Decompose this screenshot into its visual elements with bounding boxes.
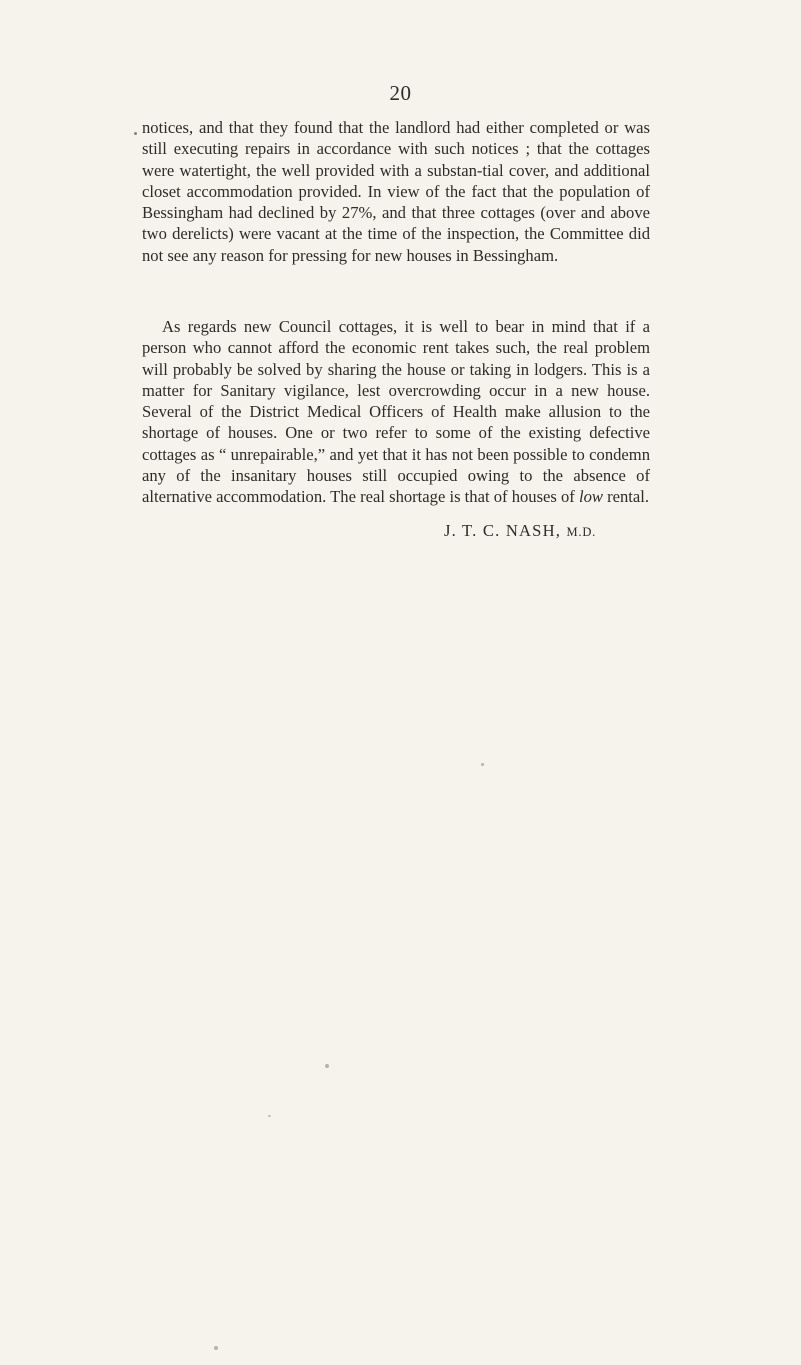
paragraph-2 — [142, 316, 650, 508]
paragraph-2-text — [142, 316, 650, 508]
paper-speck — [268, 1115, 271, 1117]
paragraph-2-text-main: As regards new Council cottages, it is well to bear in mind that if a person who cannot afford the economic rent takes such, the real problem will probably be solved by sharing the house or taking in lodgers. This is a matter for Sanitary vigilance, lest overcrowding occur in a new house. Several of the District Medical Officers of Health make allusion to the shortage of houses. One or two refer to some of the existing defective cottages as “ unrepairable,” and yet that it has not been possible to condemn any of the insanitary houses still occupied owing to the absence of alternative accommodation. The real shortage is that of houses of — [142, 317, 650, 507]
page-number: 20 — [389, 81, 412, 105]
signature — [444, 521, 596, 541]
paper-speck — [481, 763, 484, 766]
signature-name: J. T. C. NASH, — [444, 521, 562, 540]
paper-speck — [134, 132, 137, 135]
paper-speck — [325, 1064, 329, 1068]
paragraph-1 — [142, 117, 650, 266]
paragraph-2-text-end: rental. — [602, 487, 650, 507]
paper-speck — [214, 1346, 218, 1350]
paragraph-2-italic-word: low — [578, 487, 603, 507]
paragraph-1-text: notices, and that they found that the landlord had either completed or was still executing repairs in accordance with such notices ; that the cottages were watertight, the well provided with a substan-tial cover, and additional closet accommodation provided. In view of the fact that the population of Bessingham had declined by 27%, and that three cottages (over and above two derelicts) were vacant at the time of the inspection, the Committee did not see any reason for pressing for new houses in Bessingham. — [142, 118, 650, 265]
signature-degree: M.D. — [566, 525, 597, 539]
